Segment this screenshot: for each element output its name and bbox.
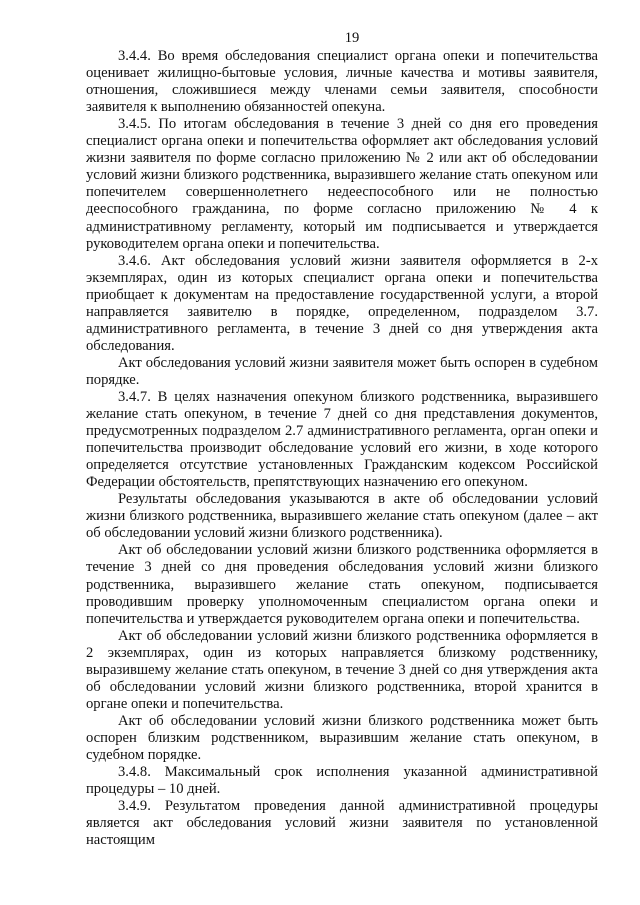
paragraph-results: Результаты обследования указываются в акте об обследовании условий жизни близкого родственника, выразившего желание стать опекуном (далее – акт об обследовании условий жизни близкого родственника).	[86, 491, 598, 542]
paragraph-3-4-5: 3.4.5. По итогам обследования в течение 3 дней со дня его проведения специалист органа опеки и попечительства оформляет акт обследования условий жизни заявителя по форме согласно приложению № 2 или акт об обследовании условий жизни близкого родственника, выразившего желание стать опекуном или попечителем совершеннолетнего недееспособного или не полностью дееспособного гражданина, по форме согласно приложению № 4 к административному регламенту, который им подписывается и утверждается руководителем органа опеки и попечительства.	[86, 116, 598, 252]
page-number: 19	[344, 30, 360, 46]
paragraph-act-appeal: Акт об обследовании условий жизни близкого родственника может быть оспорен близким родственником, выразившим желание стать опекуном, в судебном порядке.	[86, 712, 598, 763]
paragraph-3-4-4: 3.4.4. Во время обследования специалист органа опеки и попечительства оценивает жилищно-бытовые условия, личные качества и мотивы заявителя, отношения, сложившиеся между членами семьи заявителя, способности заявителя к выполнению обязанностей опекуна.	[86, 48, 598, 116]
paragraph-appeal-note: Акт обследования условий жизни заявителя может быть оспорен в судебном порядке.	[86, 354, 598, 388]
paragraph-3-4-7: 3.4.7. В целях назначения опекуном близкого родственника, выразившего желание стать опекуном, в течение 7 дней со дня представления документов, предусмотренных подразделом 2.7 административного регламента, орган опеки и попечительства производит обследование условий его жизни, в ходе которого определяется отсутствие установленных Гражданским кодексом Российской Федерации обстоятельств, препятствующих назначению его опекуном.	[86, 388, 598, 491]
paragraph-3-4-9: 3.4.9. Результатом проведения данной административной процедуры является акт обследования условий жизни заявителя по установленной настоящим	[86, 798, 598, 849]
document-page	[86, 30, 598, 849]
paragraph-act-formation: Акт об обследовании условий жизни близкого родственника оформляется в течение 3 дней со дня проведения обследования условий жизни близкого родственника, выразившего желание стать опекуном, подписывается проводившим проверку уполномоченным специалистом органа опеки и попечительства и утверждается руководителем органа опеки и попечительства.	[86, 542, 598, 627]
paragraph-3-4-6: 3.4.6. Акт обследования условий жизни заявителя оформляется в 2-х экземплярах, один из которых специалист органа опеки и попечительства приобщает к документам на предоставление государственной услуги, а второй направляется заявителю в порядке, определенном, подразделом 3.7. административного регламента, в течение 3 дней со дня утверждения акта обследования.	[86, 252, 598, 354]
paragraph-act-copies: Акт об обследовании условий жизни близкого родственника оформляется в 2 экземплярах, один из которых направляется близкому родственнику, выразившему желание стать опекуном, в течение 3 дней со дня утверждения акта об обследовании условий жизни близкого родственника, второй хранится в органе опеки и попечительства.	[86, 627, 598, 712]
paragraph-3-4-8: 3.4.8. Максимальный срок исполнения указанной административной процедуры – 10 дней.	[86, 764, 598, 798]
